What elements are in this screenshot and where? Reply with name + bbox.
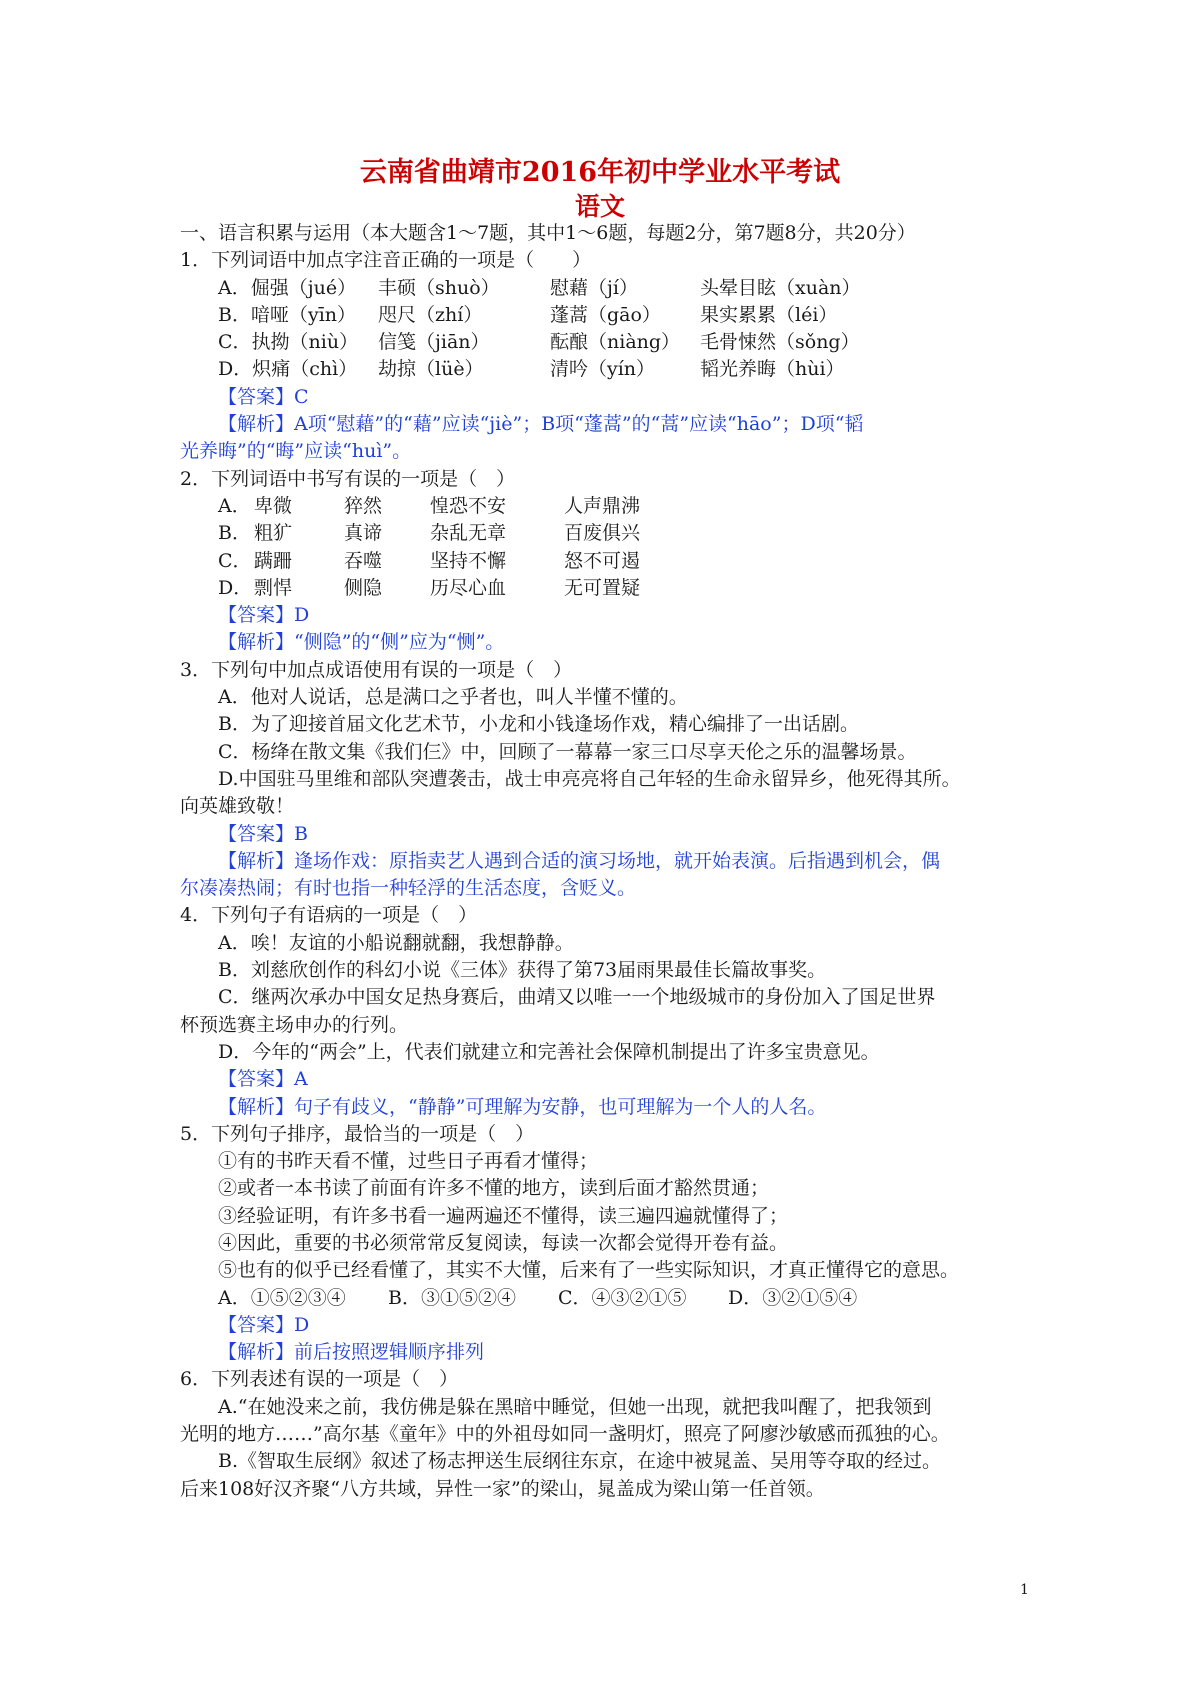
option-word: 惶恐不安 bbox=[430, 494, 507, 517]
option-word: 头晕目眩（xuàn） bbox=[700, 276, 861, 299]
section-heading: 一、语言积累与运用（本大题含1～7题，其中1～6题，每题2分，第7题8分，共20分） bbox=[180, 222, 916, 244]
option-word: B．喑哑（yīn） bbox=[218, 303, 357, 326]
question-5-sentence: ③经验证明，有许多书看一遍两遍还不懂得，读三遍四遍就懂得了； bbox=[218, 1204, 789, 1227]
question-1-stem: 1．下列词语中加点字注音正确的一项是（ ） bbox=[180, 249, 592, 272]
question-4-explanation: 【解析】句子有歧义，“静静”可理解为安静，也可理解为一个人的人名。 bbox=[218, 1095, 827, 1118]
option-word: 杂乱无章 bbox=[430, 522, 507, 545]
option-sequence: C．④③②①⑤ bbox=[558, 1286, 687, 1309]
question-1-option-a bbox=[180, 275, 1040, 302]
option-word: 蹒跚 bbox=[254, 549, 293, 572]
option-word: 清吟（yín） bbox=[550, 358, 656, 381]
question-4-option-a: A．唉！友谊的小船说翻就翻，我想静静。 bbox=[218, 931, 574, 954]
question-2-option-a bbox=[180, 493, 1040, 520]
question-4-answer: 【答案】A bbox=[218, 1068, 308, 1091]
option-word: 历尽心血 bbox=[430, 576, 507, 599]
option-word: 坚持不懈 bbox=[430, 549, 507, 572]
option-word: D．炽痛（chì） bbox=[218, 358, 358, 381]
option-word: 酝酿（niàng） bbox=[550, 331, 681, 354]
question-5-stem: 5．下列句子排序，最恰当的一项是（ ） bbox=[180, 1122, 535, 1145]
question-3-option-c: C．杨绛在散文集《我们仨》中，回顾了一幕幕一家三口尽享天伦之乐的温馨场景。 bbox=[218, 740, 917, 763]
question-4-option-d: D．今年的“两会”上，代表们就建立和完善社会保障机制提出了许多宝贵意见。 bbox=[218, 1040, 880, 1063]
option-letter: D． bbox=[218, 576, 253, 599]
option-word: C．执拗（niù） bbox=[218, 331, 359, 354]
question-3-option-a: A．他对人说话，总是满口之乎者也，叫人半懂不懂的。 bbox=[218, 686, 688, 709]
question-6-option-a: A.“在她没来之前，我仿佛是躲在黑暗中睡觉，但她一出现，就把我叫醒了，把我领到 bbox=[218, 1395, 932, 1418]
question-1-option-c bbox=[180, 329, 1040, 356]
question-3-explanation: 【解析】逢场作戏：原指卖艺人遇到合适的演习场地，就开始表演。后指遇到机会，偶 bbox=[218, 849, 941, 872]
question-1-option-b bbox=[180, 302, 1040, 329]
question-2-explanation: 【解析】“侧隐”的“侧”应为“恻”。 bbox=[218, 631, 505, 654]
option-word: 咫尺（zhí） bbox=[378, 303, 483, 326]
question-1-option-d bbox=[180, 356, 1040, 383]
question-3-option-d-cont: 向英雄致敬！ bbox=[180, 795, 295, 818]
question-5-sentence: ⑤也有的似乎已经看懂了，其实不大懂，后来有了一些实际知识，才真正懂得它的意思。 bbox=[218, 1259, 960, 1282]
option-sequence: B．③①⑤②④ bbox=[388, 1286, 516, 1309]
option-word: 蓬蒿（gāo） bbox=[550, 303, 661, 326]
option-word: 信笺（jiān） bbox=[378, 331, 490, 354]
question-3-stem: 3．下列句中加点成语使用有误的一项是（ ） bbox=[180, 658, 573, 681]
option-word: 侧隐 bbox=[344, 576, 383, 599]
page-number: 1 bbox=[1020, 1582, 1029, 1598]
option-word: 粗犷 bbox=[254, 522, 293, 545]
option-letter: C． bbox=[218, 549, 252, 572]
question-4-option-c-cont: 杯预选赛主场申办的行列。 bbox=[180, 1013, 409, 1036]
question-1-explanation: 【解析】A项“慰藉”的“藉”应读“jiè”；B项“蓬蒿”的“蒿”应读“hāo”；D项“韬 bbox=[218, 413, 864, 436]
document-body bbox=[180, 220, 1040, 1503]
option-sequence: D．③②①⑤④ bbox=[728, 1286, 858, 1309]
option-word: 真谛 bbox=[344, 522, 383, 545]
option-word: 劫掠（lüè） bbox=[378, 358, 484, 381]
option-word: 吞噬 bbox=[344, 549, 383, 572]
question-2-stem: 2．下列词语中书写有误的一项是（ ） bbox=[180, 467, 516, 490]
question-6-option-a-cont: 光明的地方……”高尔基《童年》中的外祖母如同一盏明灯，照亮了阿廖沙敏感而孤独的心。 bbox=[180, 1423, 950, 1446]
option-word: 怒不可遏 bbox=[564, 549, 641, 572]
option-word: 剽悍 bbox=[254, 576, 293, 599]
option-letter: B． bbox=[218, 522, 251, 545]
question-1-answer: 【答案】C bbox=[218, 385, 309, 408]
option-word: 百废俱兴 bbox=[564, 522, 641, 545]
question-4-stem: 4．下列句子有语病的一项是（ ） bbox=[180, 904, 478, 927]
question-4-option-c: C．继两次承办中国女足热身赛后，曲靖又以唯一一个地级城市的身份加入了国足世界 bbox=[218, 986, 936, 1009]
question-1-explanation-cont: 光养晦”的“晦”应读“huì”。 bbox=[180, 440, 412, 463]
option-word: 人声鼎沸 bbox=[564, 494, 641, 517]
option-letter: A． bbox=[218, 494, 251, 517]
question-3-option-d: D.中国驻马里维和部队突遭袭击，战士申亮亮将自己年轻的生命永留异乡，他死得其所。 bbox=[218, 767, 961, 790]
document-title: 云南省曲靖市2016年初中学业水平考试 bbox=[359, 157, 841, 188]
option-word: 慰藉（jí） bbox=[550, 276, 638, 299]
option-word: 韬光养晦（hùi） bbox=[700, 358, 845, 381]
question-3-explanation-cont: 尔凑凑热闹；有时也指一种轻浮的生活态度，含贬义。 bbox=[180, 877, 637, 900]
question-5-options bbox=[180, 1285, 1040, 1312]
question-5-answer: 【答案】D bbox=[218, 1313, 310, 1336]
question-2-option-b bbox=[180, 520, 1040, 547]
option-word: 卑微 bbox=[254, 494, 293, 517]
question-2-answer: 【答案】D bbox=[218, 604, 310, 627]
question-3-answer: 【答案】B bbox=[218, 822, 308, 845]
question-3-option-b: B．为了迎接首届文化艺术节，小龙和小钱逢场作戏，精心编排了一出话剧。 bbox=[218, 713, 859, 736]
question-6-option-b-cont: 后来108好汉齐聚“八方共域，异性一家”的梁山，晁盖成为梁山第一任首领。 bbox=[180, 1477, 825, 1500]
question-5-sentence: ①有的书昨天看不懂，过些日子再看才懂得； bbox=[218, 1150, 599, 1173]
option-word: 猝然 bbox=[344, 494, 383, 517]
question-2-option-c bbox=[180, 548, 1040, 575]
question-2-option-d bbox=[180, 575, 1040, 602]
question-6-option-b: B.《智取生辰纲》叙述了杨志押送生辰纲往东京，在途中被晁盖、吴用等夺取的经过。 bbox=[218, 1450, 942, 1473]
option-word: 果实累累（léi） bbox=[700, 303, 838, 326]
question-4-option-b: B．刘慈欣创作的科幻小说《三体》获得了第73届雨果最佳长篇故事奖。 bbox=[218, 959, 827, 982]
question-5-sentence: ④因此，重要的书必须常常反复阅读，每读一次都会觉得开卷有益。 bbox=[218, 1231, 789, 1254]
question-5-sentence: ②或者一本书读了前面有许多不懂的地方，读到后面才豁然贯通； bbox=[218, 1177, 770, 1200]
question-5-explanation: 【解析】前后按照逻辑顺序排列 bbox=[218, 1341, 485, 1364]
option-sequence: A．①⑤②③④ bbox=[218, 1286, 346, 1309]
option-word: 毛骨悚然（sǒng） bbox=[700, 331, 860, 354]
document-subtitle: 语文 bbox=[574, 192, 625, 221]
option-word: 无可置疑 bbox=[564, 576, 641, 599]
option-word: A．倔强（jué） bbox=[218, 276, 357, 299]
question-6-stem: 6．下列表述有误的一项是（ ） bbox=[180, 1368, 459, 1391]
option-word: 丰硕（shuò） bbox=[378, 276, 500, 299]
